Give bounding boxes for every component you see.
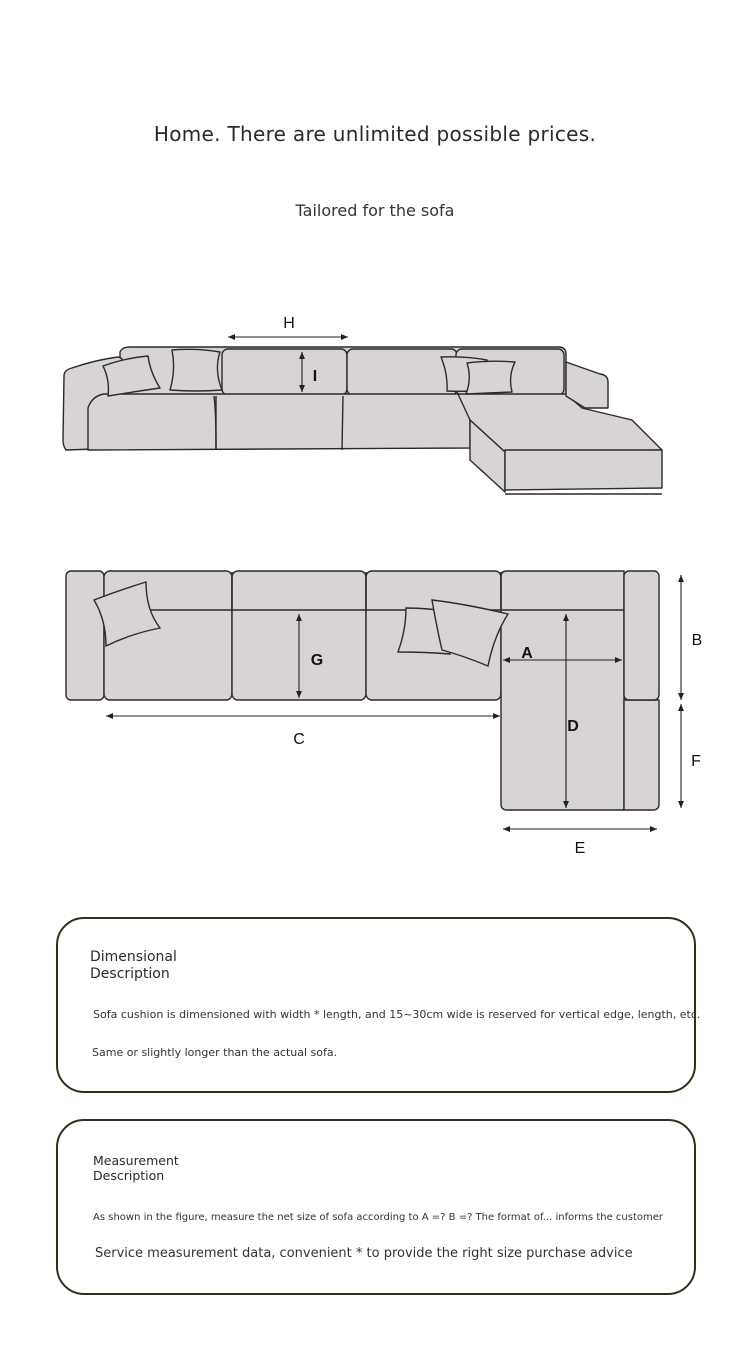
top-chaise xyxy=(501,571,624,810)
dimensional-description-card xyxy=(56,917,701,1093)
card-text: Service measurement data, convenient * to provide the right size purchase advice xyxy=(95,1246,633,1261)
sofa-perspective-view xyxy=(63,347,662,494)
page-headline: Home. There are unlimited possible prices. xyxy=(153,122,597,146)
pillow xyxy=(466,361,515,394)
card-title: Measurement Description xyxy=(93,1153,179,1183)
page-subline: Tailored for the sofa xyxy=(295,201,455,220)
dim-label-e: E xyxy=(574,840,586,857)
dim-label-i: I xyxy=(312,368,318,385)
top-chaise-extension xyxy=(624,700,659,810)
dim-label-g: G xyxy=(310,652,324,669)
dim-label-f: F xyxy=(691,753,701,770)
sofa-chaise-front xyxy=(505,450,662,490)
dim-label-a: A xyxy=(521,645,533,662)
measurement-description-card xyxy=(56,1119,696,1295)
top-right-arm xyxy=(624,571,659,700)
dim-label-b: B xyxy=(691,632,703,649)
card-text: Sofa cushion is dimensioned with width * length, and 15~30cm wide is reserved for vertical edge, length, etc. xyxy=(93,1008,701,1021)
dim-label-h: H xyxy=(283,315,295,332)
back-cushion xyxy=(222,349,347,395)
pillow xyxy=(170,349,222,391)
sofa-seat-front xyxy=(88,394,470,450)
card-text: As shown in the figure, measure the net size of sofa according to A =? B =? The format of... informs the customer xyxy=(93,1212,663,1223)
dim-label-d: D xyxy=(567,718,579,735)
card-title: Dimensional Description xyxy=(90,949,177,982)
dim-label-c: C xyxy=(293,731,305,748)
top-left-arm xyxy=(66,571,104,700)
card-text: Same or slightly longer than the actual sofa. xyxy=(92,1046,338,1059)
back-cushion xyxy=(347,349,457,395)
sofa-top-view xyxy=(66,571,659,810)
